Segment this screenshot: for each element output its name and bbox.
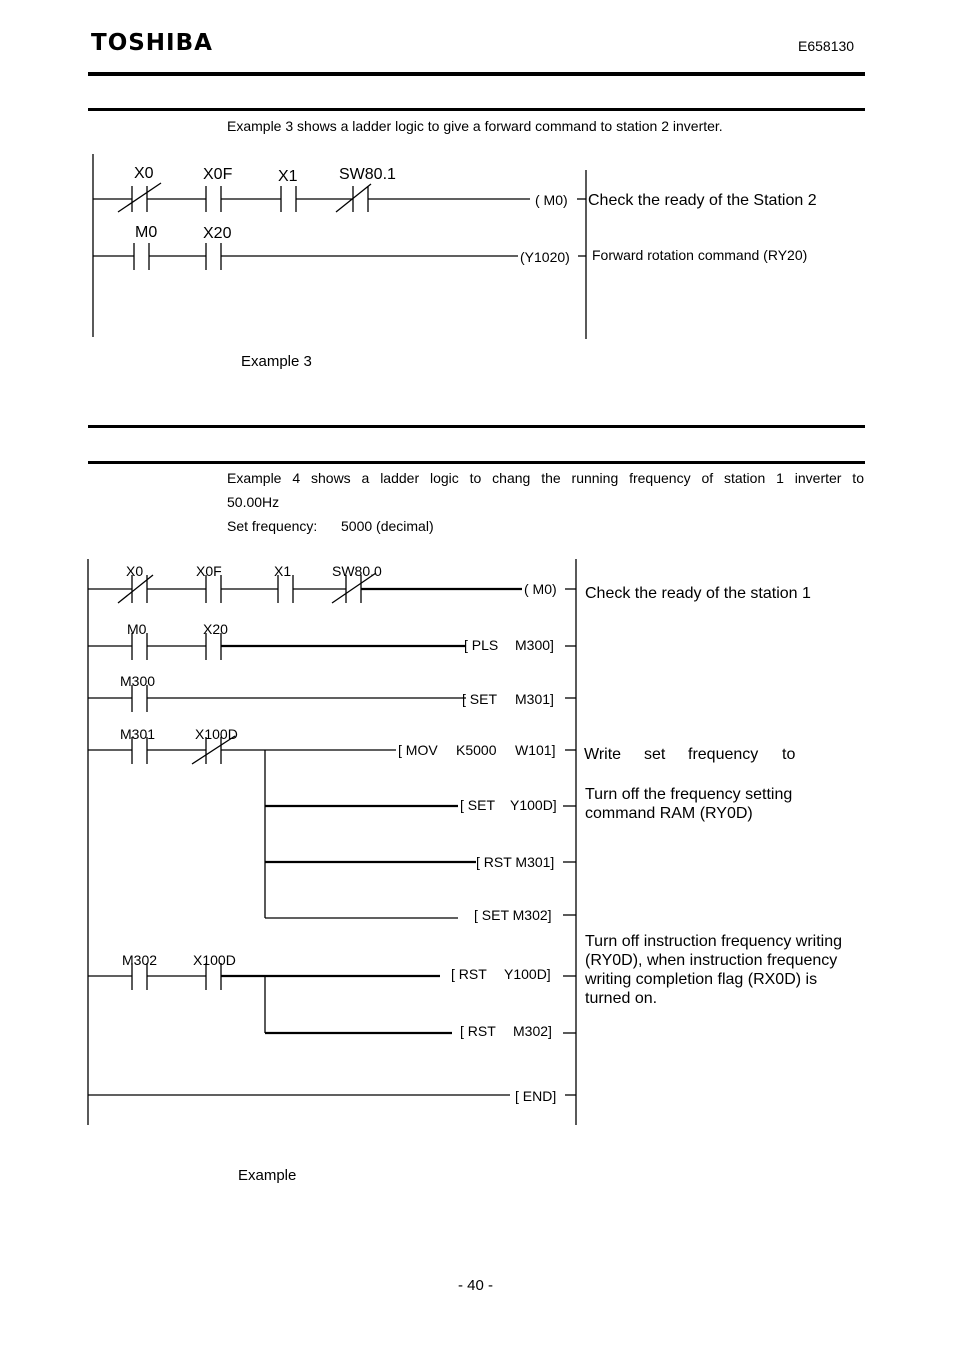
- rung-comment: Turn off the frequency setting: [585, 786, 793, 803]
- section-rule-bottom: [88, 425, 865, 428]
- document-number: E658130: [798, 38, 855, 54]
- coil-label: ( M0): [524, 581, 557, 597]
- rung-comment: (RY0D), when instruction frequency: [585, 952, 838, 969]
- instruction-operand: Y100D]: [510, 797, 557, 813]
- rung-comment: Turn off instruction frequency writing: [585, 933, 843, 950]
- instruction-operand: Y100D]: [504, 966, 551, 982]
- rung-comment: turned on.: [585, 990, 658, 1007]
- end-instruction: [ END]: [515, 1088, 557, 1104]
- contact-label: M301: [120, 726, 156, 742]
- rung-2: [93, 243, 586, 270]
- contact-label: SW80.0: [332, 563, 382, 579]
- instruction-operand: M301]: [515, 691, 554, 707]
- rung-4: [88, 736, 576, 918]
- set-frequency-value: 5000 (decimal): [341, 518, 434, 534]
- instruction-label: [ RST: [460, 1023, 496, 1039]
- rung-comment-word: frequency: [688, 746, 759, 763]
- contact-label: X0: [134, 165, 154, 182]
- set-frequency-label: Set frequency:: [227, 518, 318, 534]
- example4-intro-line1: [227, 471, 864, 485]
- example4-caption: Example: [238, 1167, 297, 1184]
- contact-label: X1: [274, 563, 292, 579]
- rung-comment: Forward rotation command (RY20): [592, 247, 808, 263]
- contact-label: M0: [127, 621, 147, 637]
- section-rule-top: [88, 108, 865, 111]
- rung-comment: writing completion flag (RX0D) is: [585, 971, 818, 988]
- instruction-source: K5000: [456, 742, 497, 758]
- instruction-label: [ PLS: [464, 637, 499, 653]
- instruction-label: [ SET: [462, 691, 498, 707]
- example4-intro-line2: 50.00Hz: [227, 494, 280, 510]
- rung-3: [88, 685, 576, 712]
- toshiba-logo: TOSHIBA: [91, 30, 213, 56]
- coil-label: (Y1020): [520, 249, 570, 265]
- section-rule-top: [88, 461, 865, 464]
- example3-intro: Example 3 shows a ladder logic to give a forward command to station 2 inverter.: [227, 118, 723, 134]
- rung-comment: command RAM (RY0D): [585, 805, 753, 822]
- contact-label: X1: [278, 168, 298, 185]
- contact-label: M0: [135, 224, 158, 241]
- contact-label: SW80.1: [339, 166, 396, 183]
- rung-1: [93, 183, 586, 212]
- instruction-operand: M302]: [513, 1023, 552, 1039]
- rung-comment: Check the ready of the Station 2: [588, 192, 817, 209]
- rung-comment-word: Write: [584, 746, 622, 763]
- rung-5: [88, 963, 576, 1033]
- intro-text: Example 4 shows a ladder logic to chang the running frequency of station 1 inverter to: [227, 470, 864, 486]
- instruction-label: [ MOV: [398, 742, 438, 758]
- rung-comment-word: set: [644, 746, 666, 763]
- header-rule: [88, 72, 865, 76]
- instruction-operand: M300]: [515, 637, 554, 653]
- contact-label: X20: [203, 225, 232, 242]
- contact-label: X100D: [193, 952, 236, 968]
- coil-label: ( M0): [535, 192, 568, 208]
- page-number: - 40 -: [458, 1277, 494, 1294]
- instruction-label: [ RST: [451, 966, 487, 982]
- instruction-label: [ SET: [460, 797, 496, 813]
- example4-ladder-diagram: [0, 555, 954, 1130]
- instruction-label: [ RST M301]: [476, 854, 555, 870]
- example3-ladder-diagram: [0, 150, 954, 340]
- instruction-operand: W101]: [515, 742, 556, 758]
- contact-label: X0F: [196, 563, 222, 579]
- contact-label: X0F: [203, 166, 233, 183]
- contact-label: X20: [203, 621, 228, 637]
- instruction-label: [ SET M302]: [474, 907, 552, 923]
- contact-label: X100D: [195, 726, 238, 742]
- contact-label: X0: [126, 563, 144, 579]
- rung-comment-word: to: [782, 746, 796, 763]
- example3-caption: Example 3: [241, 353, 312, 370]
- contact-label: M302: [122, 952, 158, 968]
- contact-label: M300: [120, 673, 156, 689]
- rung-comment: Check the ready of the station 1: [585, 585, 811, 602]
